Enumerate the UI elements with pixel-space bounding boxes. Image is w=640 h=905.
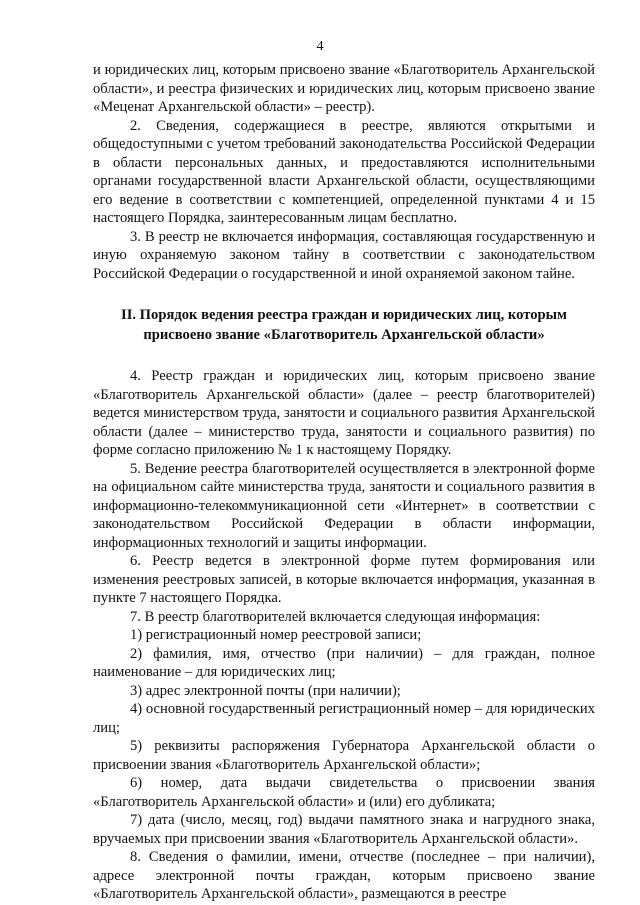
list-item-5: 5) реквизиты распоряжения Губернатора Архангельской области о присвоении звания «Благотворитель Архангельской области»; [93,738,595,773]
list-item-2: 2) фамилия, имя, отчество (при наличии) – для граждан, полное наименование – для юридических лиц; [93,645,595,680]
page-number: 4 [316,39,324,54]
paragraph-1-continuation: и юридических лиц, которым присвоено звание «Благотворитель Архангельской области», и реестра физических и юридических лиц, которым присвоено звание «Меценат Архангельской области» – реестр). [93,62,595,115]
paragraph-2: 2. Сведения, содержащиеся в реестре, являются открытыми и общедоступными с учетом требований законодательства Российской Федерации в области персональных данных, и предоставляются исполнительными органами государственной власти Архангельской области, осуществляющими его ведение в соответствии с компетенцией, определенной пунктами 4 и 15 настоящего Порядка, заинтересованным лицам бесплатно. [93,117,595,226]
paragraph-4: 4. Реестр граждан и юридических лиц, которым присвоено звание «Благотворитель Архангельской области» (далее – реестр благотворителей) ведется министерством труда, занятости и социального развития Архангельской области (далее – министерство труда, занятости и социального развития) по форме согласно приложению № 1 к настоящему Порядку. [93,368,595,458]
paragraph-5: 5. Ведение реестра благотворителей осуществляется в электронной форме на официальном сайте министерства труда, занятости и социального развития в информационно-телекоммуникационной сети «Интернет» в соответствии с законодательством Российской Федерации в области информации, информационных технологий и защиты информации. [93,460,595,551]
section-heading: II. Порядок ведения реестра граждан и юридических лиц, которым присвоено звание «Благотворитель Архангельской области» [121,307,567,343]
paragraph-7: 7. В реестр благотворителей включается следующая информация: [130,608,541,625]
list-item-4: 4) основной государственный регистрационный номер – для юридических лиц; [93,701,595,736]
paragraph-8: 8. Сведения о фамилии, имени, отчестве (последнее – при наличии), адресе электронной почты граждан, которым присвоено звание «Благотворитель Архангельской области», размещаются в реестре [93,849,595,902]
list-item-1: 1) регистрационный номер реестровой записи; [130,627,422,643]
list-item-7: 7) дата (число, месяц, год) выдачи памятного знака и нагрудного знака, вручаемых при присвоении звания «Благотворитель Архангельской области». [93,812,595,847]
list-item-3: 3) адрес электронной почты (при наличии); [130,682,401,699]
paragraph-3: 3. В реестр не включается информация, составляющая государственную и иную охраняемую законом тайну в соответствии с законодательством Российской Федерации о государственной и иной охраняемой законом тайне. [93,228,595,282]
paragraph-6: 6. Реестр ведется в электронной форме путем формирования или изменения реестровых записей, в которые включается информация, указанная в пункте 7 настоящего Порядка. [93,553,595,606]
document-body [93,61,595,904]
list-item-6: 6) номер, дата выдачи свидетельства о присвоении звания «Благотворитель Архангельской области» и (или) его дубликата; [93,775,595,810]
